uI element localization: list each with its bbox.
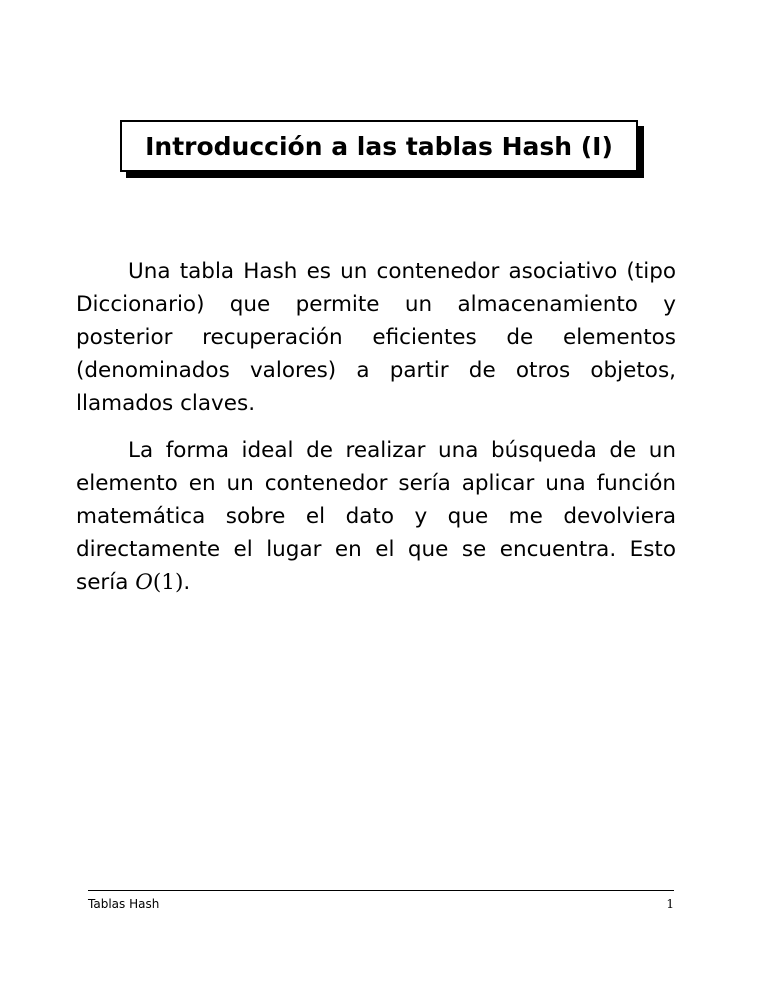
big-o-notation bbox=[135, 570, 183, 595]
footer-title: Tablas Hash bbox=[88, 897, 160, 911]
paragraph-2-text: La forma ideal de realizar una búsqueda de un elemento en un contenedor sería aplicar una función matemática sobre el dato y que me devolviera directamente el lugar en el que se encuentra. Esto sería bbox=[76, 438, 676, 595]
title-box bbox=[120, 120, 638, 172]
page-number: 1 bbox=[666, 897, 674, 911]
sentence-period: . bbox=[183, 570, 191, 595]
paragraph-1: Una tabla Hash es un contenedor asociativo (tipo Diccionario) que permite un almacenamiento y posterior recuperación eficientes de elementos (denominados valores) a partir de otros objetos, llamados claves. bbox=[76, 259, 676, 416]
paragraph-2 bbox=[76, 434, 676, 599]
page-title: Introducción a las tablas Hash (I) bbox=[145, 131, 613, 161]
big-o-symbol: O bbox=[135, 570, 153, 595]
body-text bbox=[76, 255, 676, 613]
footer-rule bbox=[88, 890, 674, 891]
title-frame bbox=[120, 120, 638, 172]
big-o-argument: (1) bbox=[152, 570, 184, 595]
